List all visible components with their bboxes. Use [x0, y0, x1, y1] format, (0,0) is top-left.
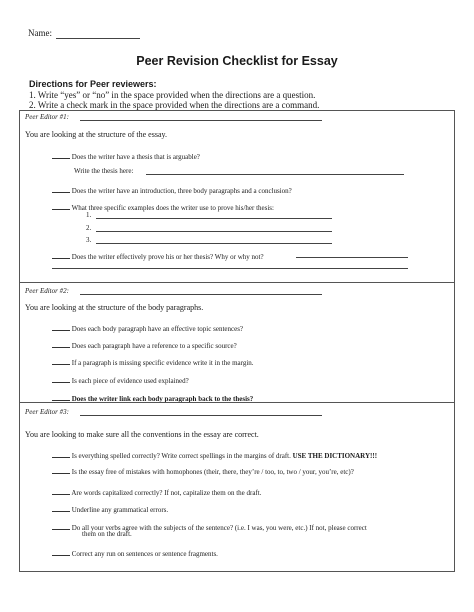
answer-blank[interactable]	[52, 184, 70, 193]
checklist-item-spelling: Is everything spelled correctly? Write correct spellings in the margins of draft. USE THE DICTIONARY!!!	[52, 449, 377, 460]
answer-blank[interactable]	[52, 486, 70, 495]
peer-editor-2-label: Peer Editor #2:	[25, 287, 69, 295]
answer-blank[interactable]	[52, 150, 70, 159]
peer-editor-3-label: Peer Editor #3:	[25, 408, 69, 416]
prove-answer-line[interactable]	[296, 257, 408, 258]
name-label: Name:	[28, 28, 52, 38]
answer-blank[interactable]	[52, 374, 70, 383]
checklist-item: If a paragraph is missing specific evidence write it in the margin.	[52, 356, 254, 367]
example-1-line[interactable]	[96, 218, 332, 219]
name-field[interactable]	[56, 38, 140, 39]
checklist-item-verbs: Do all your verbs agree with the subjects of the sentence? (i.e. I was, you were, etc.) If not, please correct	[52, 521, 367, 532]
dictionary-note: USE THE DICTIONARY!!!	[292, 452, 378, 460]
checklist-item-examples: What three specific examples does the writer use to prove his/her thesis:	[52, 201, 274, 212]
peer-editor-1-name-field[interactable]	[80, 120, 322, 121]
checklist-item-prove: Does the writer effectively prove his or her thesis? Why or why not?	[52, 250, 264, 261]
checklist-item: Does each paragraph have a reference to a specific source?	[52, 339, 237, 350]
checklist-item: Is each piece of evidence used explained?	[52, 374, 189, 385]
thesis-answer-line[interactable]	[146, 174, 404, 175]
section1-intro: You are looking at the structure of the essay.	[25, 130, 167, 139]
answer-blank[interactable]	[52, 392, 70, 401]
peer-editor-2-name-field[interactable]	[80, 294, 322, 295]
directions-heading: Directions for Peer reviewers:	[29, 79, 157, 89]
checklist-item-thesis: Does the writer have a thesis that is arguable?	[52, 150, 200, 161]
example-3-line[interactable]	[96, 243, 332, 244]
answer-blank[interactable]	[52, 521, 70, 530]
peer-editor-3-name-field[interactable]	[80, 415, 322, 416]
direction-2: 2. Write a check mark in the space provided when the directions are a command.	[29, 100, 320, 110]
answer-blank[interactable]	[52, 449, 70, 458]
checklist-item: Does each body paragraph have an effective topic sentences?	[52, 322, 243, 333]
answer-blank[interactable]	[52, 547, 70, 556]
example-number-2: 2.	[86, 224, 92, 232]
answer-blank[interactable]	[52, 250, 70, 259]
peer-editor-1-label: Peer Editor #1:	[25, 113, 69, 121]
answer-blank[interactable]	[52, 503, 70, 512]
checklist-item-capitalized: Are words capitalized correctly? If not, capitalize them on the draft.	[52, 486, 261, 497]
section2-intro: You are looking at the structure of the body paragraphs.	[25, 303, 204, 312]
checklist-item-verbs-continued: them on the draft.	[82, 530, 132, 538]
answer-blank[interactable]	[52, 322, 70, 331]
write-thesis-label: Write the thesis here:	[74, 167, 134, 175]
direction-1: 1. Write “yes” or “no” in the space provided when the directions are a question.	[29, 90, 316, 100]
checklist-item-homophones: Is the essay free of mistakes with homophones (their, there, they’re / too, to, two / your, you’re, etc)?	[52, 465, 354, 476]
example-number-1: 1.	[86, 211, 92, 219]
example-2-line[interactable]	[96, 231, 332, 232]
example-number-3: 3.	[86, 236, 92, 244]
checklist-item-runons: Correct any run on sentences or sentence fragments.	[52, 547, 218, 558]
prove-answer-line-2[interactable]	[52, 268, 408, 269]
checklist-item-link-thesis: Does the writer link each body paragraph back to the thesis?	[52, 392, 253, 403]
answer-blank[interactable]	[52, 201, 70, 210]
checklist-item-grammar: Underline any grammatical errors.	[52, 503, 168, 514]
page-title: Peer Revision Checklist for Essay	[136, 54, 338, 68]
answer-blank[interactable]	[52, 356, 70, 365]
answer-blank[interactable]	[52, 339, 70, 348]
answer-blank[interactable]	[52, 465, 70, 474]
section3-intro: You are looking to make sure all the conventions in the essay are correct.	[25, 430, 259, 439]
checklist-item-intro: Does the writer have an introduction, three body paragraphs and a conclusion?	[52, 184, 292, 195]
